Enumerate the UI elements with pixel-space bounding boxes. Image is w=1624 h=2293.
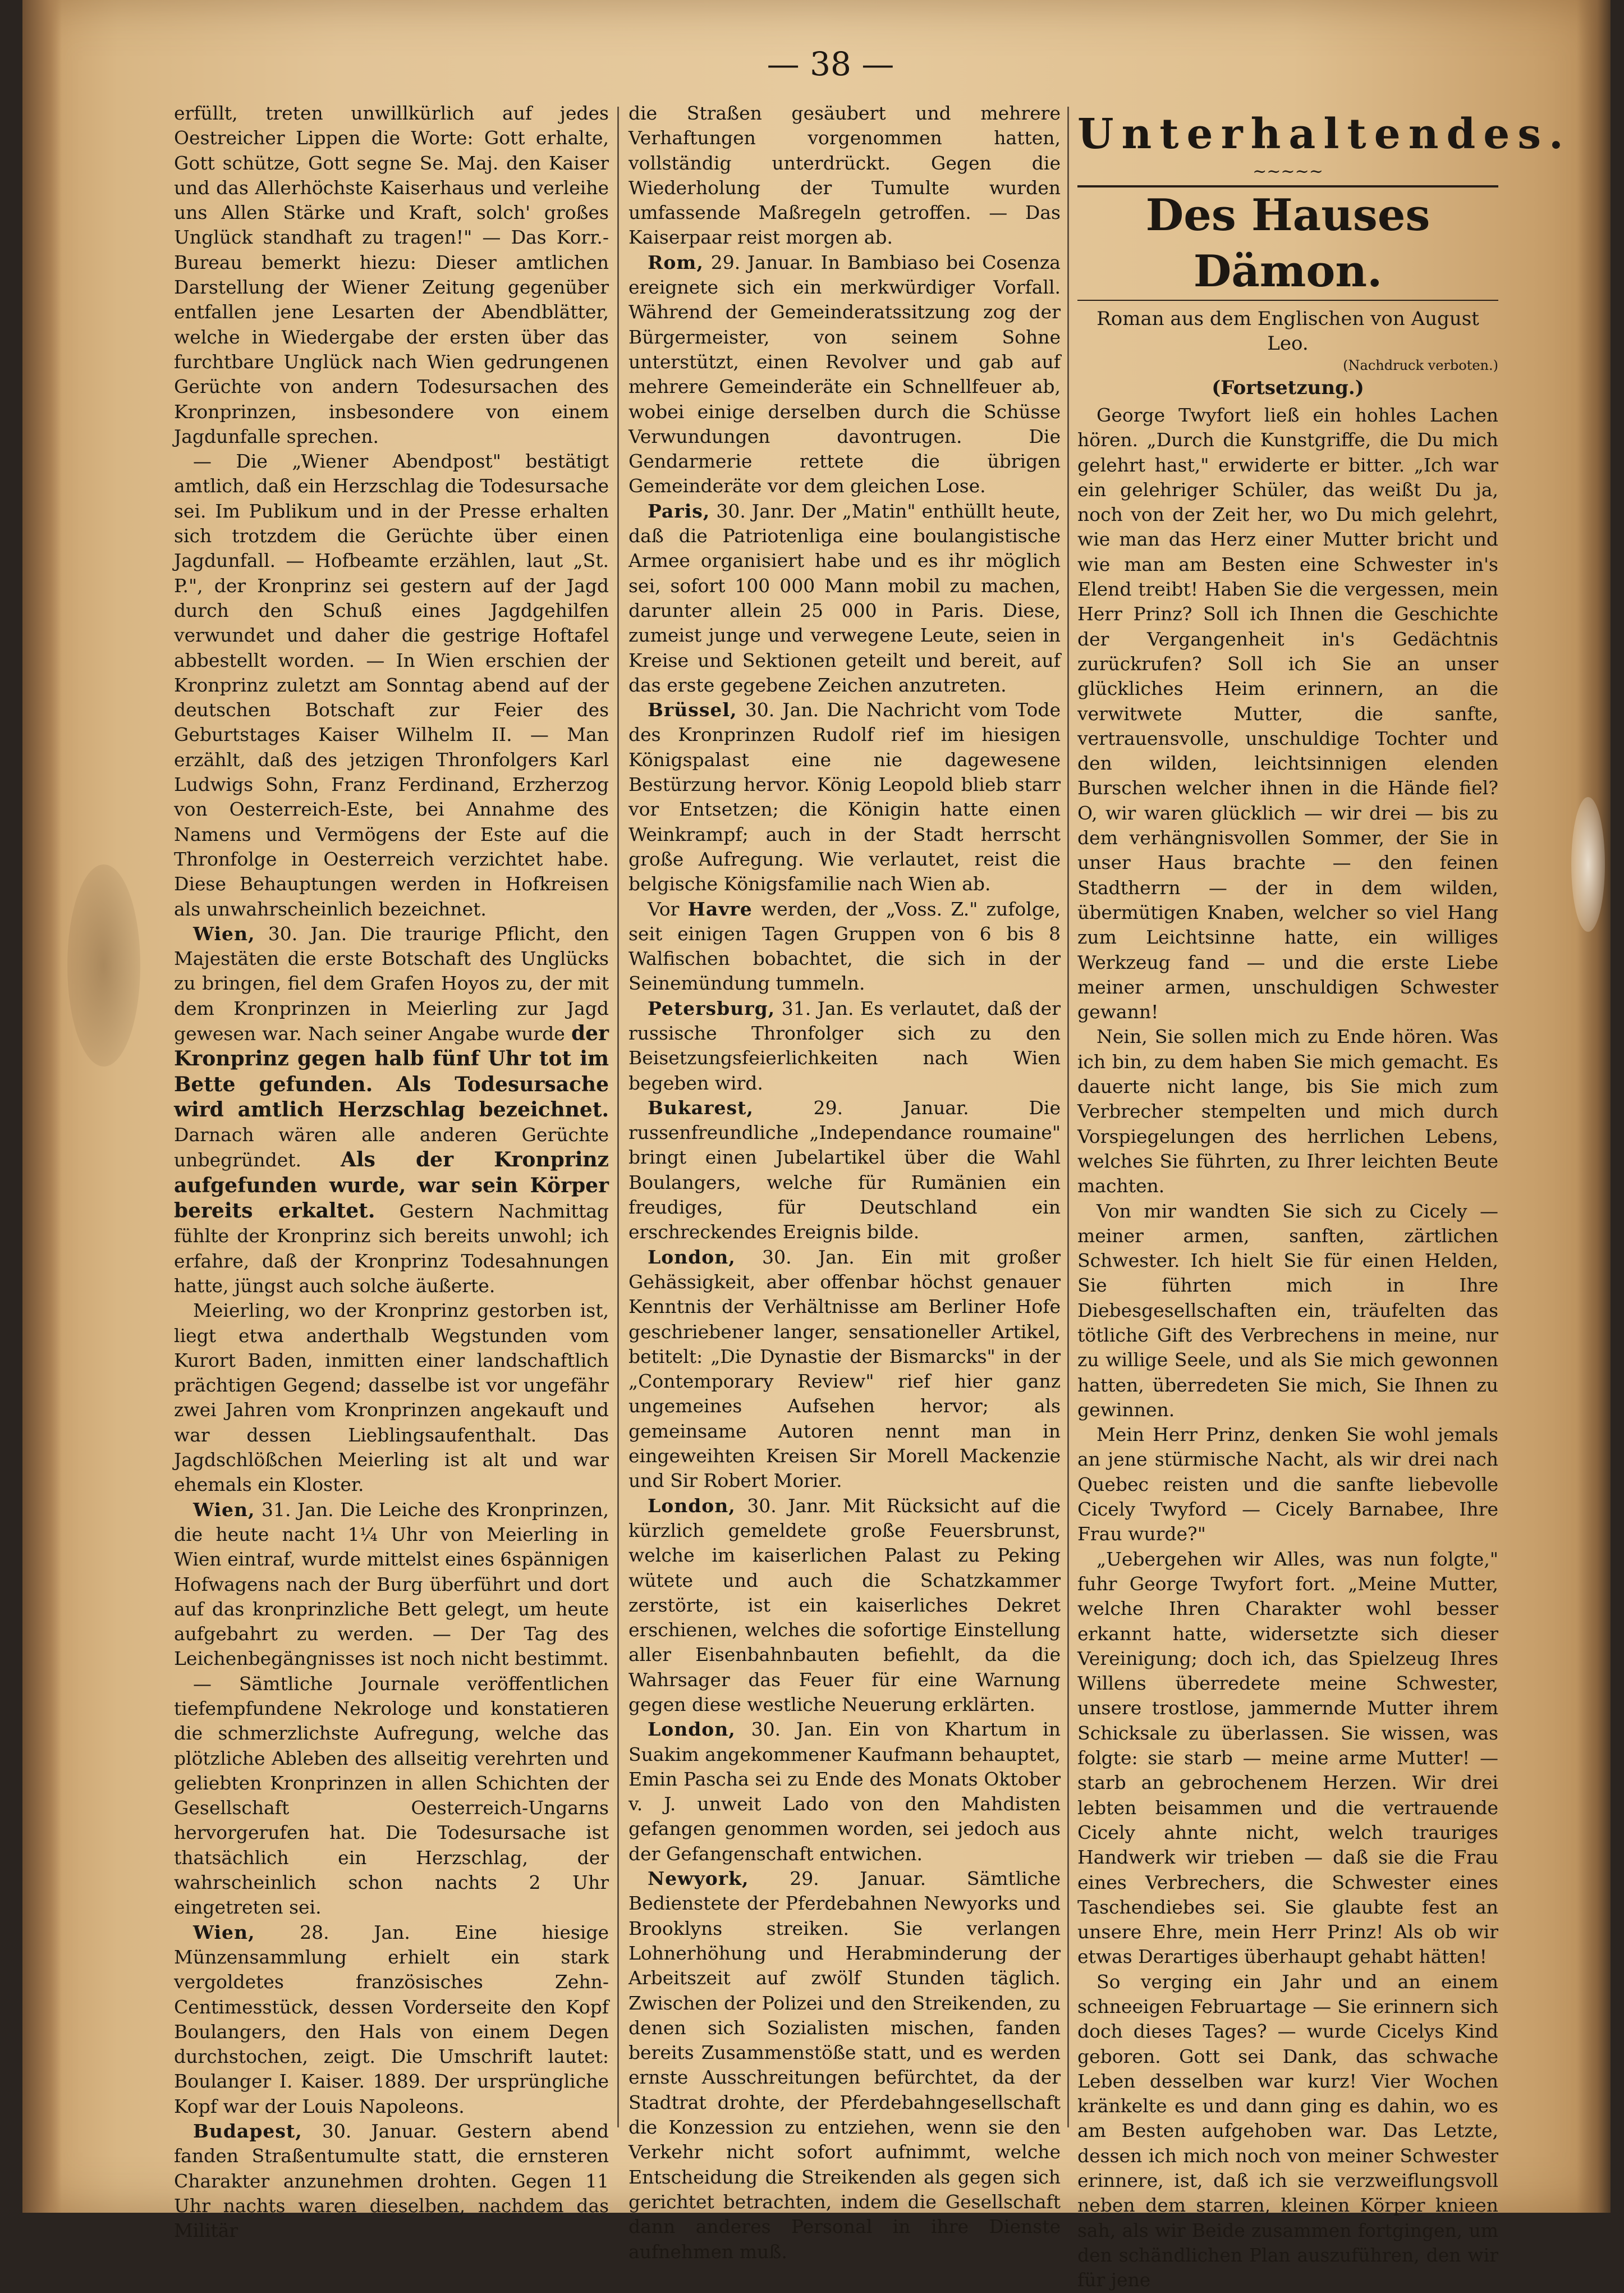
- dateline-city: Bukarest,: [648, 1096, 754, 1119]
- news-text: 30. Janr. Der „Matin" enthüllt heute, daß die Patriotenliga eine boulangistische Armee organisiert habe und es ihr möglich sei, sofort 100 000 Mann mobil zu machen, darunter allein 25 000 in Paris. Diese, zumeist junge und verwegene Leute, seien in Kreise und Sektionen geteilt und bereit, auf das erste gegebene Zeichen anzutreten.: [629, 500, 1061, 696]
- news-item-wien-30: [174, 922, 609, 1298]
- feuilleton-column: [1077, 101, 1571, 2291]
- dateline-city: Brüssel,: [648, 699, 737, 721]
- news-item-london-1: [629, 1245, 1061, 1494]
- continuation-note: (Fortsetzung.): [1212, 377, 1364, 399]
- news-text: 29. Januar. In Bambiaso bei Cosenza ereignete sich ein merkwürdiger Vorfall. Während der Gemeinderatssitzung zog der Bürgermeister, von seinem Sohne unterstützt, einen Revolver und gab auf mehrere Gemeinderäte ein Schnellfeuer ab, wobei einige derselben durch die Schüsse Verwundungen davontrugen. Die Gendarmerie rettete die übrigen Gemeinderäte vor dem gleichen Lose.: [629, 251, 1061, 497]
- news-text: 29. Januar. Die russenfreundliche „Independance roumaine" bringt einen Jubelartikel über die Wahl Boulangers, welche für Rumänien ein freudiges, für Deutschland ein erschreckendes Ereignis bilde.: [629, 1096, 1061, 1243]
- news-text: 29. Januar. Sämtliche Bedienstete der Pferdebahnen Newyorks und Brooklyns streiken. Sie verlangen Lohnerhöhung und Herabminderung der Arbeitszeit auf zwölf Stunden täglich. Zwischen der Polizei und den Streikenden, zu denen sich Sozialisten mischen, fanden bereits Zusammenstöße statt, und es werden ernste Ausschreitungen befürchtet, da der Stadtrat drohte, der Pferdebahngesellschaft die Konzession zu entziehen, wenn sie den Verkehr nicht sofort aufnimmt, welche Entscheidung die Streikenden als gegen sich gerichtet betrachten, indem die Gesellschaft dann anderes Personal in ihre Dienste aufnehmen muß.: [629, 1868, 1061, 2263]
- news-paragraph: Meierling, wo der Kronprinz gestorben ist, liegt etwa anderthalb Wegstunden vom Kurort Baden, inmitten einer landschaftlich prächtigen Gegend; dasselbe ist vor ungefähr zwei Jahren vom Kronprinzen angekauft und war dessen Lieblingsaufenthalt. Das Jagdschlößchen Meierling ist alt und war ehemals ein Kloster.: [174, 1299, 609, 1496]
- dateline-city: Paris,: [648, 500, 710, 522]
- news-text: 30. Janr. Mit Rücksicht auf die kürzlich gemeldete große Feuersbrunst, welche im kaiserlichen Palast zu Peking wütete und auch die Schatzkammer zerstörte, ist ein kaiserliches Dekret erschienen, welches die sofortige Einstellung aller Eisenbahnbauten befiehlt, da die Wahrsager das Feuer für eine Warnung gegen diese westliche Neuerung erklärten.: [629, 1494, 1061, 1715]
- news-item-rom: [629, 250, 1061, 499]
- news-column-1: [174, 101, 609, 2242]
- story-paragraph: Von mir wandten Sie sich zu Cicely — meiner armen, sanften, zärtlichen Schwester. Ich hielt Sie für einen Helden, Sie führten mich in Ihre Diebesgesellschaften ein, träufelten das tötliche Gift des Verbrechens in meine, nur zu willige Seele, und als Sie mich gewonnen hatten, überredeten Sie mich, Sie Ihnen zu gewinnen.: [1077, 1200, 1498, 1421]
- dateline-city: Wien,: [193, 1498, 255, 1521]
- dateline-city: London,: [648, 1246, 736, 1268]
- column-divider-1: [617, 107, 619, 2127]
- news-item-bruessel: [629, 698, 1061, 896]
- news-item-london-2: [629, 1494, 1061, 1718]
- story-subtitle: Roman aus dem Englischen von August Leo.: [1097, 308, 1479, 355]
- story-title: Des Hauses Dämon.: [1077, 185, 1498, 301]
- news-text: 30. Januar. Gestern abend fanden Straßentumulte statt, die ernsteren Charakter anzunehmen drohten. Gegen 11 Uhr nachts waren dieselben, nachdem das Militär: [174, 2120, 609, 2242]
- news-text: Vor: [648, 898, 688, 920]
- news-item-havre: [629, 897, 1061, 996]
- news-text: 30. Jan. Die Nachricht vom Tode des Kronprinzen Rudolf rief im hiesigen Königspalast eine nie dagewesene Bestürzung hervor. König Leopold blieb starr vor Entsetzen; die Königin hatte einen Weinkrampf; auch in der Stadt herrscht große Aufregung. Wie verlautet, reist die belgische Königsfamilie nach Wien ab.: [629, 699, 1061, 895]
- news-item-wien-28: [174, 1920, 609, 2119]
- story-paragraph: George Twyfort ließ ein hohles Lachen hören. „Durch die Kunstgriffe, die Du mich gelehrt hast," erwiderte er bitter. „Ich war ein gelehriger Schüler, das weißt Du ja, noch von der Zeit her, wo Du mich gelehrt, wie man das Herz einer Mutter bricht und wie man am Besten eine Schwester in's Elend treibt! Haben Sie die vergessen, mein Herr Prinz? Soll ich Ihnen die Geschichte der Vergangenheit in's Gedächtnis zurückrufen? Soll ich Sie an unser glückliches Heim erinnern, an die verwitwete Mutter, die sanfte, vertrauensvolle, unschuldige Tochter und den wilden, leichtsinnigen elenden Burschen welcher ihnen in die Hände fiel? O, wir waren glücklich — wir drei — bis zu dem verhängnisvollen Sommer, der Sie in unser Haus brachte — den feinen Stadtherrn — der in dem wilden, übermütigen Knaben, welcher so viel Hang zum Leichtsinne hatte, ein williges Werkzeug fand — und die erste Liebe meiner armen, unschuldigen Schwester gewann!: [1077, 404, 1498, 1023]
- news-item-london-3: [629, 1717, 1061, 1866]
- news-text: 30. Jan. Ein mit großer Gehässigkeit, aber offenbar höchst genauer Kenntnis der Verhältnisse am Berliner Hofe geschriebener langer, sensationeller Artikel, betitelt: „Die Dynastie der Bismarcks" in der „Contemporary Review" rief hier ganz ungemeines Aufsehen hervor; als gemeinsame Autoren nennt man in eingeweihten Kreisen Sir Morell Mackenzie und Sir Robert Morier.: [629, 1246, 1061, 1492]
- news-item-wien-31: [174, 1498, 609, 1672]
- ornament-divider: ~~~~~: [1253, 162, 1323, 181]
- dateline-city: Havre: [687, 898, 753, 920]
- column-divider-2: [1067, 107, 1069, 2127]
- news-item-newyork: [629, 1866, 1061, 2264]
- dateline-city: Petersburg,: [648, 997, 776, 1019]
- story-paragraph: Mein Herr Prinz, denken Sie wohl jemals an jene stürmische Nacht, als wir drei nach Quebec reisten und die sanfte liebevolle Cicely Twyford — Cicely Barnabee, Ihre Frau wurde?": [1077, 1424, 1498, 1545]
- news-text: Gestern Nachmittag fühlte der Kronprinz sich bereits unwohl; ich erfahre, daß der Kronprinz Todesahnungen hatte, jüngst auch solche äußerte.: [174, 1200, 609, 1297]
- dateline-city: Rom,: [648, 251, 704, 273]
- story-paragraph: Nein, Sie sollen mich zu Ende hören. Was ich bin, zu dem haben Sie mich gemacht. Es dauerte nicht lange, bis Sie mich zum Verbrecher stempelten und mich durch Vorspiegelungen des herrlichen Lebens, welches Sie führten, zu Ihrer leichten Beute machten.: [1077, 1026, 1498, 1197]
- news-paragraph: die Straßen gesäubert und mehrere Verhaftungen vorgenommen hatten, vollständig unterdrückt. Gegen die Wiederholung der Tumulte wurden umfassende Maßregeln getroffen. — Das Kaiserpaar reist morgen ab.: [629, 102, 1061, 249]
- news-text: 31. Jan. Die Leiche des Kronprinzen, die heute nacht 1¼ Uhr von Meierling in Wien eintraf, wurde mittelst eines 6spännigen Hofwagens nach der Burg überführt und dort auf das kronprinzliche Bett gelegt, um heute aufgebahrt zu werden. — Der Tag des Leichenbegängnisses ist noch nicht bestimmt.: [174, 1498, 609, 1670]
- story-paragraph: So verging ein Jahr und an einem schneeigen Februartage — Sie erinnern sich doch dieses Tages? — wurde Cicelys Kind geboren. Gott sei Dank, das schwache Leben desselben war kurz! Vier Wochen kränkelte es und dann ging es dahin, wo es am Besten aufgehoben war. Das Letzte, dessen ich mich noch von meiner Schwester erinnere, ist, daß ich sie verzweiflungsvoll neben dem starren, kleinen Körper knieen sah, als wir Beide zusammen fortgingen, um den schändlichen Plan auszuführen, den wir für jene: [1077, 1970, 1498, 2291]
- dateline-city: Budapest,: [193, 2120, 302, 2143]
- news-text: 30. Jan. Ein von Khartum in Suakim angekommener Kaufmann behauptet, Emin Pascha sei zu Ende des Monats Oktober v. J. unweit Lado von den Mahdisten gefangen genommen worden, sei jedoch aus der Gefangenschaft entwichen.: [629, 1718, 1061, 1865]
- paper-stain: [67, 864, 140, 1067]
- news-text: 28. Jan. Eine hiesige Münzensammlung erhielt ein stark vergoldetes französisches Zehn-Centimesstück, dessen Vorderseite den Kopf Boulangers, den Hals von einem Degen durchstochen, zeigt. Die Umschrift lautet: Boulanger I. Kaiser. 1889. Der ursprüngliche Kopf war der Louis Napoleons.: [174, 1921, 609, 2117]
- news-item-petersburg: [629, 996, 1061, 1096]
- dateline-city: Wien,: [193, 1921, 255, 1943]
- news-bold-text: der Kronprinz gegen halb fünf Uhr tot im Bette gefunden. Als Todesursache wird amtlich Herzschlag bezeichnet.: [174, 1021, 609, 1122]
- news-item-budapest: [174, 2119, 609, 2243]
- news-item-bukarest: [629, 1096, 1061, 1245]
- news-column-2: [629, 101, 1061, 2263]
- dateline-city: London,: [648, 1718, 736, 1741]
- news-paragraph: — Die „Wiener Abendpost" bestätigt amtlich, daß ein Herzschlag die Todesursache sei. Im Publikum und in der Presse erhalten sich trotzdem die Gerüchte über einen Jagdunfall. — Hofbeamte erzählen, laut „St. P.", der Kronprinz sei gestern auf der Jagd durch den Schuß eines Jagdgehilfen verwundet und daher die gestrige Hoftafel abbestellt worden. — In Wien erschien der Kronprinz zuletzt am Sonntag abend auf der deutschen Botschaft zur Feier des Geburtstages Kaiser Wilhelm II. — Man erzählt, daß des jetzigen Thronfolgers Karl Ludwigs Sohn, Franz Ferdinand, Erzherzog von Oesterreich-Este, bei Annahme des Namens und Vermögens der Este auf die Thronfolge in Oesterreich verzichtet habe. Diese Behauptungen werden in Hofkreisen als unwahrscheinlich bezeichnet.: [174, 450, 609, 920]
- worn-left-edge: [22, 0, 62, 2213]
- paper-tear: [1571, 797, 1605, 932]
- news-bold-text: Als der Kronprinz aufgefunden wurde, war sein Körper bereits erkaltet.: [174, 1148, 609, 1223]
- news-text: Darnach wären alle anderen Gerüchte unbegründet.: [174, 1124, 609, 1171]
- reprint-notice: (Nachdruck verboten.): [1343, 358, 1498, 373]
- news-text: 30. Jan. Die traurige Pflicht, den Majestäten die erste Botschaft des Unglücks zu bringen, fiel dem Grafen Hoyos zu, der mit dem Kronprinzen in Meierling zur Jagd gewesen war. Nach seiner Angabe wurde: [174, 922, 609, 1045]
- dateline-city: Newyork,: [648, 1868, 749, 1890]
- dateline-city: London,: [648, 1494, 736, 1517]
- page-number: — 38 —: [767, 45, 894, 83]
- story-paragraph: „Uebergehen wir Alles, was nun folgte," fuhr George Twyfort fort. „Meine Mutter, welche Ihren Charakter wohl besser erkannt hatte, widersetzte sich dieser Vereinigung; doch ich, das Spielzeug Ihres Willens überredete meine Schwester, unsere trostlose, jammernde Mutter ihrem Schicksale zu überlassen. Sie wissen, was folgte: sie starb — meine arme Mutter! — starb an gebrochenem Herzen. Wir drei lebten beisammen und die vertrauende Cicely ahnte nicht, welch trauriges Handwerk wir trieben — daß sie die Frau eines Verbrechers, die Schwester eines Taschendiebes sei. Sie glaubte fest an unsere Ehre, mein Herr Prinz! Als ob wir etwas Derartiges überhaupt gehabt hätten!: [1077, 1548, 1498, 1968]
- dateline-city: Wien,: [193, 922, 255, 945]
- section-heading: Unterhaltendes.: [1077, 110, 1571, 158]
- news-item-paris: [629, 499, 1061, 698]
- news-text: 31. Jan. Es verlautet, daß der russische Thronfolger sich zu den Beisetzungsfeierlichkeiten nach Wien begeben wird.: [629, 997, 1061, 1094]
- news-paragraph: erfüllt, treten unwillkürlich auf jedes Oestreicher Lippen die Worte: Gott erhalte, Gott schütze, Gott segne Se. Maj. den Kaiser und das Allerhöchste Kaiserhaus und verleihe uns Allen Stärke und Kraft, solch' großes Unglück standhaft zu tragen!" — Das Korr.-Bureau bemerkt hiezu: Dieser amtlichen Darstellung der Wiener Zeitung gegenüber entfallen jene Lesarten der Abendblätter, welche in Wiedergabe der ersten über das furchtbare Unglück nach Wien gedrungenen Gerüchte von andern Todesursachen des Kronprinzen, insbesondere von einem Jagdunfalle sprechen.: [174, 102, 609, 447]
- binding-right-edge: [1577, 0, 1611, 2213]
- news-text: werden, der „Voss. Z." zufolge, seit einigen Tagen Gruppen von 6 bis 8 Walfischen bobachtet, die sich in der Seinemündung tummeln.: [629, 898, 1061, 995]
- news-paragraph: — Sämtliche Journale veröffentlichen tiefempfundene Nekrologe und konstatieren die schmerzlichste Aufregung, welche das plötzliche Ableben des allseitig verehrten und geliebten Kronprinzen in allen Schichten der Gesellschaft Oesterreich-Ungarns hervorgerufen hat. Die Todesursache ist thatsächlich ein Herzschlag, der wahrscheinlich schon nachts 2 Uhr eingetreten sei.: [174, 1672, 609, 1919]
